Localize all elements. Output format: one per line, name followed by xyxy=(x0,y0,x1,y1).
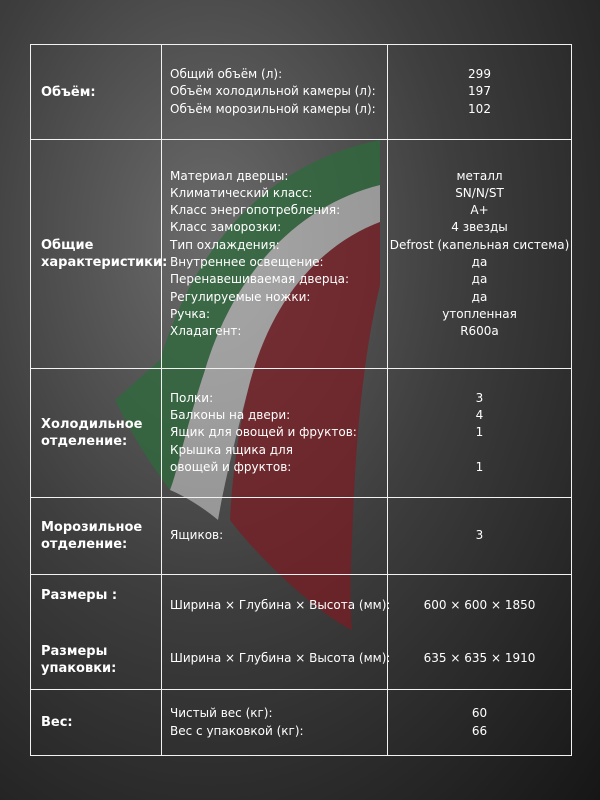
fridge-section-values xyxy=(388,369,572,498)
package-dimensions-value: 635 × 635 × 1910 xyxy=(423,651,536,665)
fridge-volume-label: Объём холодильной камеры (л): xyxy=(170,84,376,99)
crisper-drawer-label: Ящик для овощей и фруктов: xyxy=(170,425,357,440)
freezer-drawers-value: 3 xyxy=(475,528,484,543)
volume-labels xyxy=(162,45,388,140)
volume-row xyxy=(31,45,572,140)
fridge-section-category: Холодильное отделение: xyxy=(31,369,162,498)
gross-weight-value: 66 xyxy=(471,723,488,738)
door-balconies-value: 4 xyxy=(475,408,484,423)
reversible-door-value: да xyxy=(471,272,488,287)
refrigerant-label: Хладагент: xyxy=(170,324,242,339)
energy-class-value: A+ xyxy=(470,203,489,218)
climate-class-label: Климатический класс: xyxy=(170,185,313,200)
weight-values xyxy=(388,690,572,756)
shelves-label: Полки: xyxy=(170,390,214,405)
freezing-class-label: Класс заморозки: xyxy=(170,220,282,235)
net-weight-label: Чистый вес (кг): xyxy=(170,706,273,721)
fridge-section-row xyxy=(31,369,572,498)
interior-light-value: да xyxy=(471,255,488,269)
package-dimensions-title: Размеры упаковки: xyxy=(41,644,117,676)
dimensions-labels xyxy=(162,575,391,690)
handle-label: Ручка: xyxy=(170,306,211,321)
gross-weight-label: Вес с упаковкой (кг): xyxy=(170,723,304,738)
dimensions-value: 600 × 600 × 1850 xyxy=(423,597,536,612)
dimensions-category xyxy=(31,575,162,690)
volume-category: Объём: xyxy=(31,45,162,140)
dimensions-values xyxy=(388,575,572,690)
fridge-volume-value: 197 xyxy=(468,84,491,99)
dimensions-label: Ширина × Глубина × Высота (мм): xyxy=(170,597,391,612)
crisper-cover-label: Крышка ящика для овощей и фруктов: xyxy=(170,442,293,474)
dimensions-row xyxy=(31,575,572,690)
freezer-section-row xyxy=(31,498,572,575)
fridge-section-labels xyxy=(162,369,388,498)
handle-value: утопленная xyxy=(442,306,517,321)
dimensions-title: Размеры : xyxy=(41,588,118,603)
freezing-class-value: 4 звезды xyxy=(451,220,508,235)
climate-class-value: SN/N/ST xyxy=(455,185,504,200)
adjustable-feet-label: Регулируемые ножки: xyxy=(170,289,311,304)
cooling-type-value: Defrost (капельная система) xyxy=(389,237,570,252)
freezer-section-category: Морозильное отделение: xyxy=(31,498,162,575)
crisper-cover-value: 1 xyxy=(475,459,484,474)
freezer-section-labels xyxy=(162,498,388,575)
adjustable-feet-value: да xyxy=(471,289,488,304)
general-values xyxy=(388,140,572,369)
general-labels xyxy=(162,140,388,369)
door-material-label: Материал дверцы: xyxy=(170,168,289,183)
interior-light-label: Внутреннее освещение: xyxy=(170,255,324,269)
energy-class-label: Класс энергопотребления: xyxy=(170,203,341,218)
spec-table xyxy=(30,44,572,756)
freezer-volume-label: Объём морозильной камеры (л): xyxy=(170,101,376,116)
shelves-value: 3 xyxy=(475,390,484,405)
weight-labels xyxy=(162,690,388,756)
net-weight-value: 60 xyxy=(471,706,488,721)
weight-category: Вес: xyxy=(31,690,162,756)
freezer-section-values xyxy=(388,498,572,575)
total-volume-value: 299 xyxy=(468,67,491,82)
general-category: Общие характеристики: xyxy=(31,140,162,369)
cooling-type-label: Тип охлаждения: xyxy=(170,237,280,252)
refrigerant-value: R600a xyxy=(460,324,499,339)
weight-row xyxy=(31,690,572,756)
volume-values xyxy=(388,45,572,140)
crisper-drawer-value: 1 xyxy=(475,425,484,440)
general-row xyxy=(31,140,572,369)
door-material-value: металл xyxy=(456,168,503,183)
total-volume-label: Общий объём (л): xyxy=(170,67,283,82)
package-dimensions-label: Ширина × Глубина × Высота (мм): xyxy=(170,651,391,665)
freezer-drawers-label: Ящиков: xyxy=(170,528,224,543)
reversible-door-label: Перенавешиваемая дверца: xyxy=(170,272,350,287)
door-balconies-label: Балконы на двери: xyxy=(170,408,291,423)
freezer-volume-value: 102 xyxy=(468,101,491,116)
